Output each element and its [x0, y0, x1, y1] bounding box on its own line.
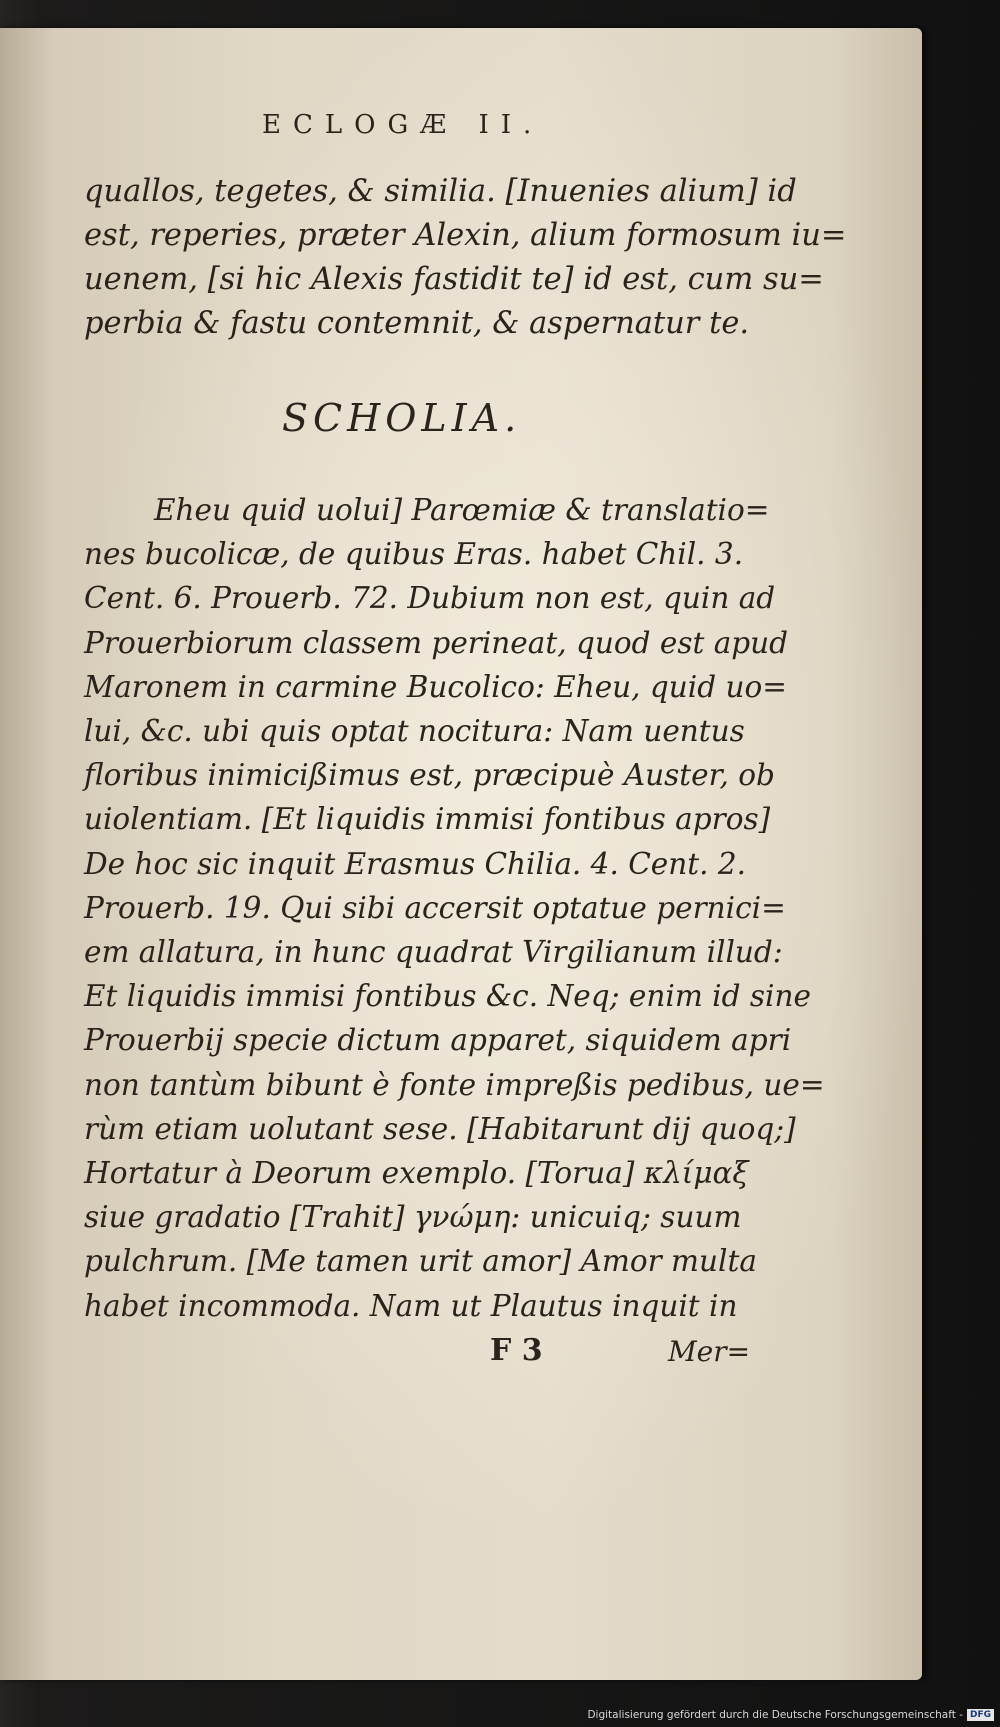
dfg-logo: DFG	[967, 1709, 994, 1721]
book-page	[0, 28, 922, 1680]
section-heading: SCHOLIA.	[282, 396, 522, 440]
scholia-body	[84, 488, 825, 1328]
signature-mark: F 3	[490, 1333, 543, 1368]
text-line: Prouerb. 19. Qui sibi accersit optatue pernici=	[84, 890, 786, 925]
top-text-block	[84, 170, 847, 346]
text-line: Maronem in carmine Bucolico: Eheu, quid uo=	[84, 669, 787, 704]
text-line: De hoc sic inquit Erasmus Chilia. 4. Cent. 2.	[84, 846, 746, 881]
text-line: siue gradatio [Trahit] γνώμη: unicuiq; suum	[84, 1200, 742, 1235]
text-line: Hortatur à Deorum exemplo. [Torua] κλίμαξ	[84, 1156, 749, 1191]
text-line: Et liquidis immisi fontibus &c. Neq; enim id sine	[84, 979, 811, 1014]
text-line: lui, &c. ubi quis optat nocitura: Nam uentus	[84, 714, 745, 749]
text-line: perbia & fastu contemnit, & aspernatur te.	[84, 306, 750, 341]
text-line: Eheu quid uolui] Parœmiæ & translatio=	[154, 493, 770, 527]
running-head: ECLOGÆ II.	[262, 110, 544, 140]
text-line: Cent. 6. Prouerb. 72. Dubium non est, quin ad	[84, 581, 776, 616]
text-line: uenem, [si hic Alexis fastidit te] id est, cum su=	[84, 262, 824, 297]
catchword: Mer=	[668, 1335, 751, 1368]
text-line: em allatura, in hunc quadrat Virgilianum illud:	[84, 935, 783, 970]
text-line: non tantùm bibunt è fonte impreßis pedibus, ue=	[84, 1067, 825, 1102]
text-line: quallos, tegetes, & similia. [Inuenies alium] id	[84, 174, 797, 209]
text-line: rùm etiam uolutant sese. [Habitarunt dij quoq;]	[84, 1111, 796, 1146]
text-line: nes bucolicæ, de quibus Eras. habet Chil. 3.	[84, 537, 744, 572]
text-line: habet incommoda. Nam ut Plautus inquit in	[84, 1288, 738, 1323]
text-line: Prouerbiorum classem perineat, quod est apud	[84, 625, 789, 660]
credit-text: Digitalisierung gefördert durch die Deutsche Forschungsgemeinschaft -	[587, 1709, 963, 1721]
text-line: Prouerbij specie dictum apparet, siquidem apri	[84, 1023, 792, 1058]
digitization-credit	[587, 1709, 994, 1721]
text-line: uiolentiam. [Et liquidis immisi fontibus apros]	[84, 802, 771, 837]
text-line: floribus inimicißimus est, præcipuè Auster, ob	[84, 758, 775, 793]
text-line: pulchrum. [Me tamen urit amor] Amor multa	[84, 1244, 757, 1279]
text-line: est, reperies, præter Alexin, alium formosum iu=	[84, 218, 847, 253]
